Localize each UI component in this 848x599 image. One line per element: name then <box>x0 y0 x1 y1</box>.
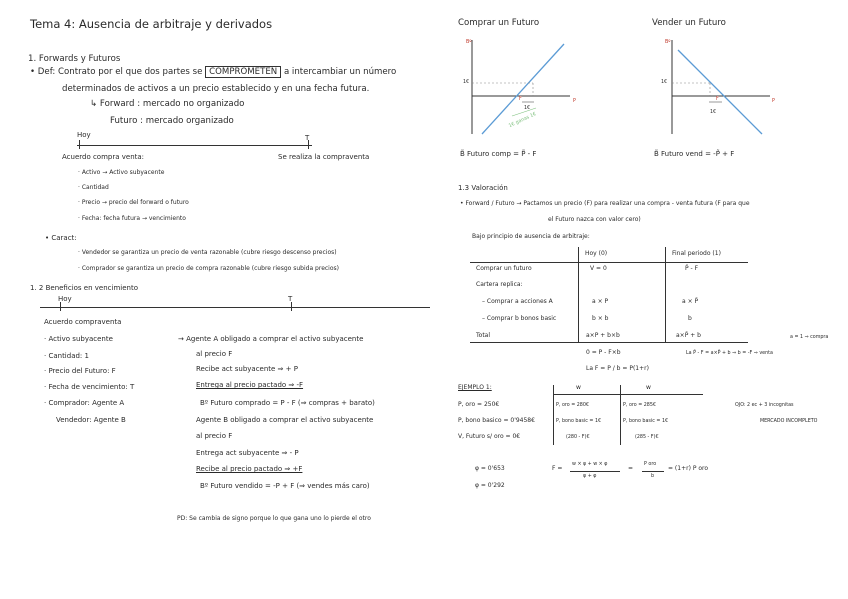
chart1-1e-label: 1€ <box>463 80 470 85</box>
bullet-fecha: · Fecha: fecha futura → vencimiento <box>78 215 186 222</box>
formula-futuro-vendido: B̃ Futuro vend = -P̃ + F <box>654 150 735 158</box>
valoracion-line-2: el Futuro nazca con valor cero) <box>548 216 641 223</box>
f-formula-eq2: = <box>628 465 634 472</box>
val-row-2-hoy: a × P <box>592 298 609 305</box>
chart1-y-label: Bº <box>466 40 472 45</box>
val-row-4-label: Total <box>476 332 491 339</box>
val-row-0-label: Comprar un futuro <box>476 265 532 272</box>
val-row-0-final: P̃ - F <box>685 265 699 272</box>
list-activo: · Activo subyacente <box>44 335 113 343</box>
beneficio-futuro-comprado: Bº Futuro comprado = P - F (⇒ compras + barato) <box>200 399 375 407</box>
caract-label: • Caract: <box>45 234 77 242</box>
list-precio: · Precio del Futuro: F <box>44 367 116 375</box>
pd-note: PD: Se cambia de signo porque lo que gana uno lo pierde el otro <box>177 515 371 522</box>
ej-note-ojo: OJO: 2 ec + 3 incognitas <box>735 403 794 408</box>
chart1-f-label: F <box>519 97 522 102</box>
ej-row-1-w2: P, bono basic = 1€ <box>623 419 669 424</box>
ej-row-1-w1: P, bono basic = 1€ <box>556 419 602 424</box>
val-row-3-final: b <box>688 315 692 322</box>
equation-2: La F = P / b = P(1+r) <box>586 365 649 372</box>
chart2-x-label: P <box>772 99 775 104</box>
val-table-total-rule <box>470 342 748 343</box>
formula-futuro-comprado: B̃ Futuro comp = P̃ - F <box>460 150 537 158</box>
chart2-payoff-line <box>678 50 762 134</box>
section-beneficios: 1. 2 Beneficios en vencimiento <box>30 284 138 292</box>
agente-a-line-1: → Agente A obligado a comprar el activo subyacente <box>178 335 364 343</box>
val-row-1-label: Cartera replica: <box>476 281 523 288</box>
caract-comprador: · Comprador se garantiza un precio de compra razonable (cubre riesgo subida precios) <box>78 265 339 272</box>
definition-line-2: determinados de activos a un precio establecido y en una fecha futura. <box>62 84 370 94</box>
timeline2-t-label: T <box>288 295 293 303</box>
f-formula-fraction-bar <box>570 471 620 472</box>
section-valoracion: 1.3 Valoración <box>458 184 508 192</box>
chart1-annotation: 1€ ganas 1€ <box>508 111 538 130</box>
bullet-cantidad: · Cantidad <box>78 184 109 191</box>
chart1-unit-label: 1€ <box>524 106 531 111</box>
se-realiza-label: Se realiza la compraventa <box>278 153 370 161</box>
chart2-1e-label: 1€ <box>661 80 668 85</box>
val-row-2-final: a × P̃ <box>682 298 699 305</box>
chart2-y-label: Bº <box>665 40 671 45</box>
timeline2-tick-hoy <box>60 302 61 311</box>
chart1-title: Comprar un Futuro <box>458 18 540 28</box>
val-header-hoy: Hoy (0) <box>585 250 608 257</box>
ej-row-1-label: P, bono basico = 0'9458€ <box>458 417 535 424</box>
val-row-0-hoy: V = 0 <box>590 265 607 272</box>
bajo-principio: Bajo principio de ausencia de arbitraje: <box>472 233 590 240</box>
agente-b-line-4: Recibe al precio pactado ⇒ +F <box>196 465 303 473</box>
val-row-4-hoy: a×P + b×b <box>586 332 620 339</box>
ej-row-2-w1: (280 - F)€ <box>566 435 590 440</box>
beneficio-futuro-vendido: Bº Futuro vendido = -P + F (⇒ vendes más caro) <box>200 482 370 490</box>
val-row-4-final: a×P̃ + b <box>676 332 701 339</box>
chart2-title: Vender un Futuro <box>652 18 726 28</box>
ej-header-w2: w <box>646 384 651 391</box>
agente-a-line-4: Entrega al precio pactado ⇒ -F <box>196 381 304 389</box>
phi-2: φ = 0'292 <box>475 482 505 489</box>
acuerdo-compraventa: Acuerdo compra venta: <box>62 153 145 161</box>
timeline2-hoy-label: Hoy <box>58 295 72 303</box>
list-comprador: · Comprador: Agente A <box>44 399 125 407</box>
bullet-precio: · Precio → precio del forward o futuro <box>78 199 189 206</box>
definition-line-1 <box>30 68 396 78</box>
f-formula-denominator-2: b <box>651 474 655 479</box>
comprometen-box: COMPROMETEN <box>205 66 281 78</box>
f-formula-result: = (1+r) P oro <box>668 465 709 472</box>
agente-b-line-2: al precio F <box>196 432 233 440</box>
timeline-tick-t <box>308 140 309 149</box>
ej-note-incompleto: MERCADO INCOMPLETO <box>760 419 818 424</box>
ej-row-0-w2: P, oro = 285€ <box>623 403 656 408</box>
forward-def: ↳ Forward : mercado no organizado <box>90 99 245 109</box>
acuerdo-compraventa-2: Acuerdo compraventa <box>44 318 122 326</box>
definition-suffix: a intercambiar un número <box>283 67 397 77</box>
val-table-header-rule <box>470 262 748 263</box>
valoracion-line-1: • Forward / Futuro → Pactamos un precio (F) para realizar una compra - venta futura (F para que <box>460 200 750 207</box>
list-cantidad: · Cantidad: 1 <box>44 352 89 360</box>
val-row-2-label: – Comprar a acciones A <box>482 298 553 305</box>
definition-prefix: • Def: Contrato por el que dos partes se <box>30 67 203 77</box>
list-fecha: · Fecha de vencimiento: T <box>44 383 135 391</box>
f-formula-numerator-2: P oro <box>644 462 657 467</box>
ej-header-w1: w <box>576 384 581 391</box>
ejemplo-label: EJEMPLO 1: <box>458 384 492 391</box>
timeline-line <box>77 145 312 146</box>
timeline-hoy-label: Hoy <box>77 131 91 139</box>
timeline-t-label: T <box>305 134 310 142</box>
ej-header-rule <box>553 394 703 395</box>
ej-row-0-w1: P, oro = 280€ <box>556 403 589 408</box>
chart2-unit-label: 1€ <box>710 110 717 115</box>
agente-a-line-2: al precio F <box>196 350 233 358</box>
equation-1: 0 = P - F×b <box>586 349 621 356</box>
agente-b-line-1: Agente B obligado a comprar el activo subyacente <box>196 416 374 424</box>
timeline2-line <box>40 307 430 308</box>
chart1-x-label: P <box>573 99 576 104</box>
caract-vendedor: · Vendedor se garantiza un precio de venta razonable (cubre riesgo descenso precios) <box>78 249 337 256</box>
page-title: Tema 4: Ausencia de arbitraje y derivados <box>30 17 273 31</box>
side-note-b: La P̃ - F = a×P̃ + b ⇒ b = -F ⇒ venta <box>686 351 773 356</box>
ej-row-0-label: P, oro = 250€ <box>458 401 500 408</box>
timeline2-tick-t <box>291 302 292 311</box>
side-note-a: a = 1 ⇒ compra <box>790 335 829 340</box>
val-row-3-label: – Comprar b bonos basic <box>482 315 557 322</box>
ej-row-2-w2: (285 - F)€ <box>635 435 659 440</box>
timeline-tick-hoy <box>79 140 80 149</box>
f-formula-fraction-bar-2 <box>642 471 664 472</box>
f-formula-eq: F = <box>552 465 563 472</box>
section-forwards-futuros: 1. Forwards y Futuros <box>28 54 121 64</box>
f-formula-numerator: w × φ + w × φ <box>572 462 608 467</box>
agente-b-line-3: Entrega act subyacente ⇒ - P <box>196 449 299 457</box>
ej-row-2-label: V, Futuro s/ oro = 0€ <box>458 433 521 440</box>
agente-a-line-3: Recibe act subyacente ⇒ + P <box>196 365 298 373</box>
val-header-final: Final periodo (1) <box>672 250 721 257</box>
list-vendedor: Vendedor: Agente B <box>56 416 126 424</box>
chart-vender-futuro <box>662 38 772 138</box>
phi-1: φ = 0'653 <box>475 465 505 472</box>
val-row-3-hoy: b × b <box>592 315 609 322</box>
futuro-def: Futuro : mercado organizado <box>110 116 234 126</box>
chart2-f-label: F <box>716 97 719 102</box>
bullet-activo: · Activo → Activo subyacente <box>78 169 165 176</box>
f-formula-denominator: φ + φ <box>583 474 597 479</box>
